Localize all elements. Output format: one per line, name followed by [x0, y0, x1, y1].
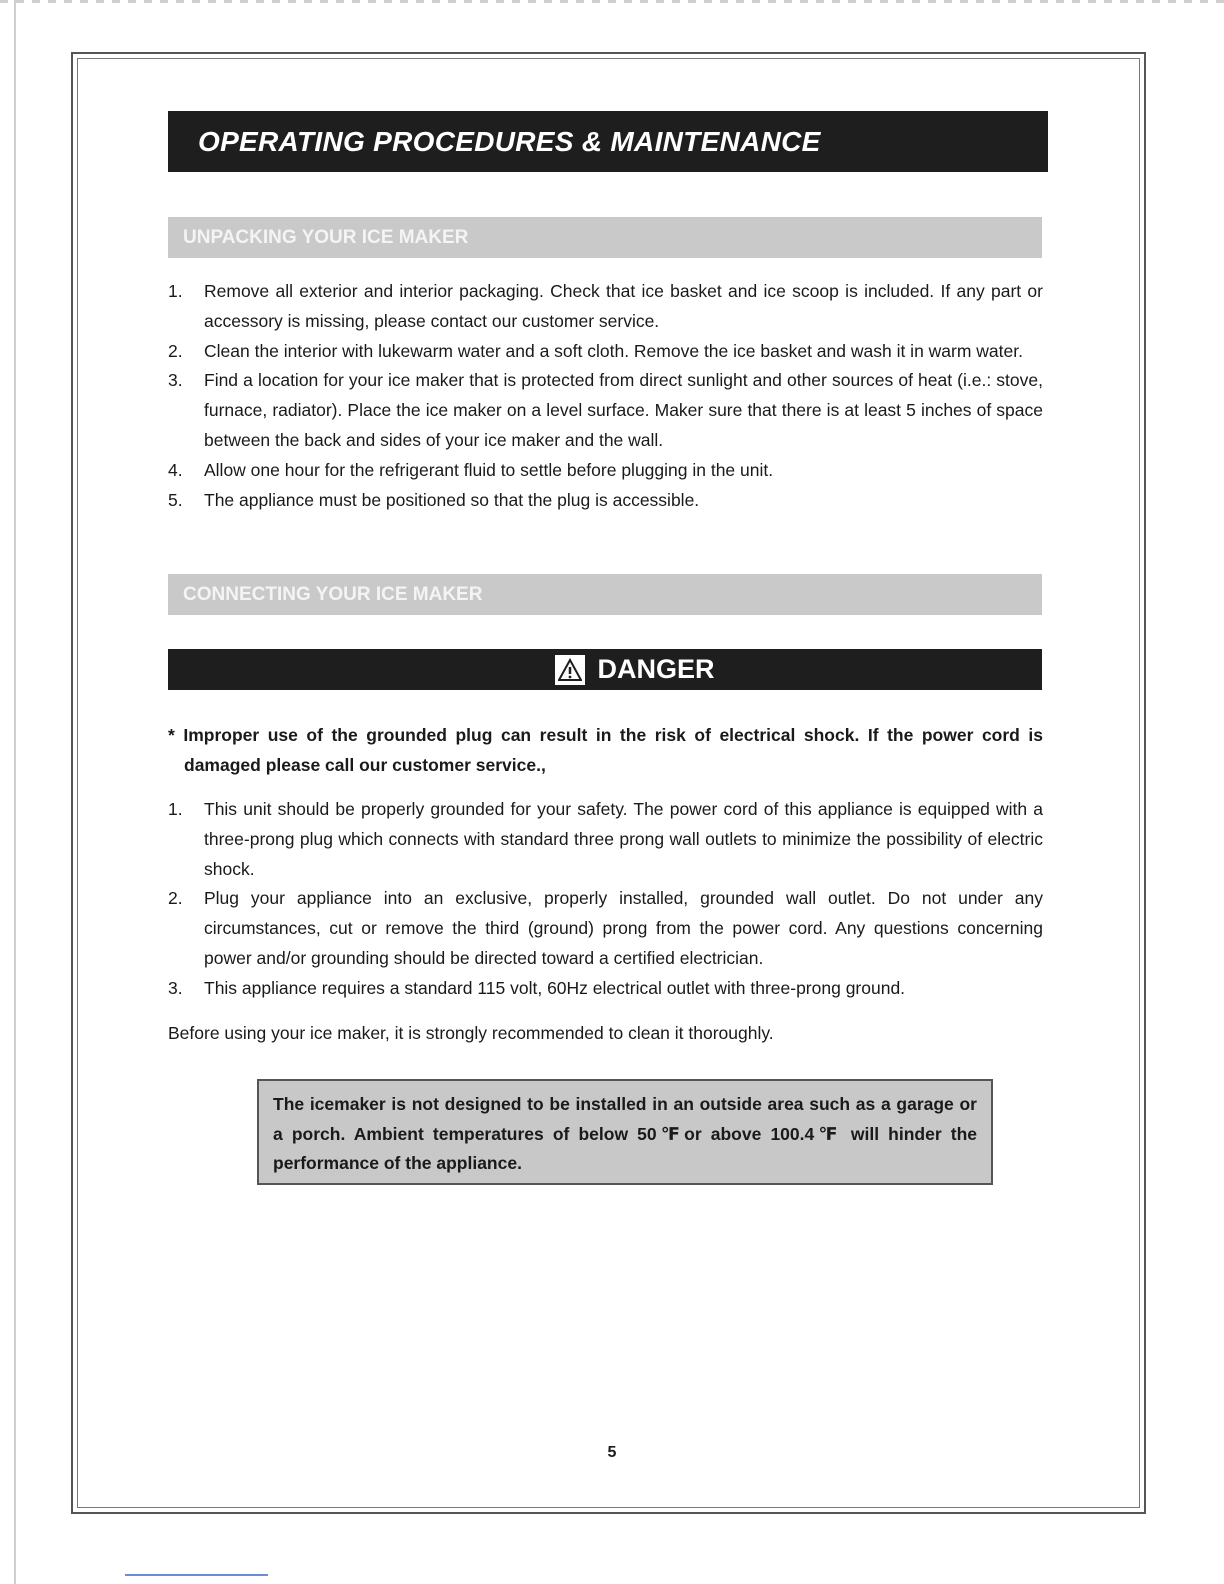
warning-triangle-icon — [555, 655, 585, 685]
page-title: OPERATING PROCEDURES & MAINTENANCE — [198, 125, 821, 157]
connecting-heading-bar — [168, 574, 1042, 615]
list-item: 2. Plug your appliance into an exclusive, properly installed, grounded wall outlet. Do not under any circumstances, cut or remove the third (ground) prong from the power cord. Any questions concerning power and/or grounding should be directed toward a certified electrician. — [168, 888, 1043, 968]
unpacking-steps — [168, 277, 1043, 515]
list-item: 3. This appliance requires a standard 115 volt, 60Hz electrical outlet with three-prong ground. — [168, 977, 906, 998]
page-frame-inner — [77, 58, 1140, 1508]
left-page-edge — [14, 0, 16, 1584]
section-title-bar — [168, 111, 1048, 172]
unpacking-heading: UNPACKING YOUR ICE MAKER — [183, 226, 469, 248]
list-item: 2. Clean the interior with lukewarm water and a soft cloth. Remove the ice basket and wash it in warm water. — [168, 340, 1023, 361]
unpacking-heading-bar — [168, 217, 1042, 258]
installation-note-text: The icemaker is not designed to be installed in an outside area such as a garage or a porch. Ambient temperatures of below 50℉or above 100.4℉ will hinder the performance of the appliance. — [273, 1094, 977, 1173]
before-use-note: Before using your ice maker, it is strongly recommended to clean it thoroughly. — [168, 1023, 774, 1043]
installation-note-box — [257, 1079, 993, 1185]
list-item: 1. Remove all exterior and interior packaging. Check that ice basket and ice scoop is included. If any part or accessory is missing, please contact our customer service. — [168, 281, 1043, 331]
page-number: 5 — [607, 1444, 617, 1461]
danger-label: DANGER — [597, 654, 715, 684]
bottom-link-underline — [125, 1574, 268, 1576]
danger-warning-text: * Improper use of the grounded plug can result in the risk of electrical shock. If the power cord is damaged please call our customer service., — [168, 725, 1043, 775]
list-item: 4. Allow one hour for the refrigerant fluid to settle before plugging in the unit. — [168, 459, 774, 480]
connecting-steps — [168, 795, 1043, 1004]
connecting-heading: CONNECTING YOUR ICE MAKER — [183, 583, 483, 605]
top-dashed-edge — [0, 0, 1224, 3]
list-item: 3. Find a location for your ice maker that is protected from direct sunlight and other sources of heat (i.e.: stove, furnace, radiator). Place the ice maker on a level surface. Maker sure that there is at least 5 inches of space between the back and sides of your ice maker and the wall. — [168, 370, 1043, 450]
list-item: 1. This unit should be properly grounded for your safety. The power cord of this appliance is equipped with a three-prong plug which connects with standard three prong wall outlets to minimize the possibility of electric shock. — [168, 799, 1043, 879]
danger-banner — [168, 649, 1042, 690]
list-item: 5. The appliance must be positioned so that the plug is accessible. — [168, 489, 700, 510]
